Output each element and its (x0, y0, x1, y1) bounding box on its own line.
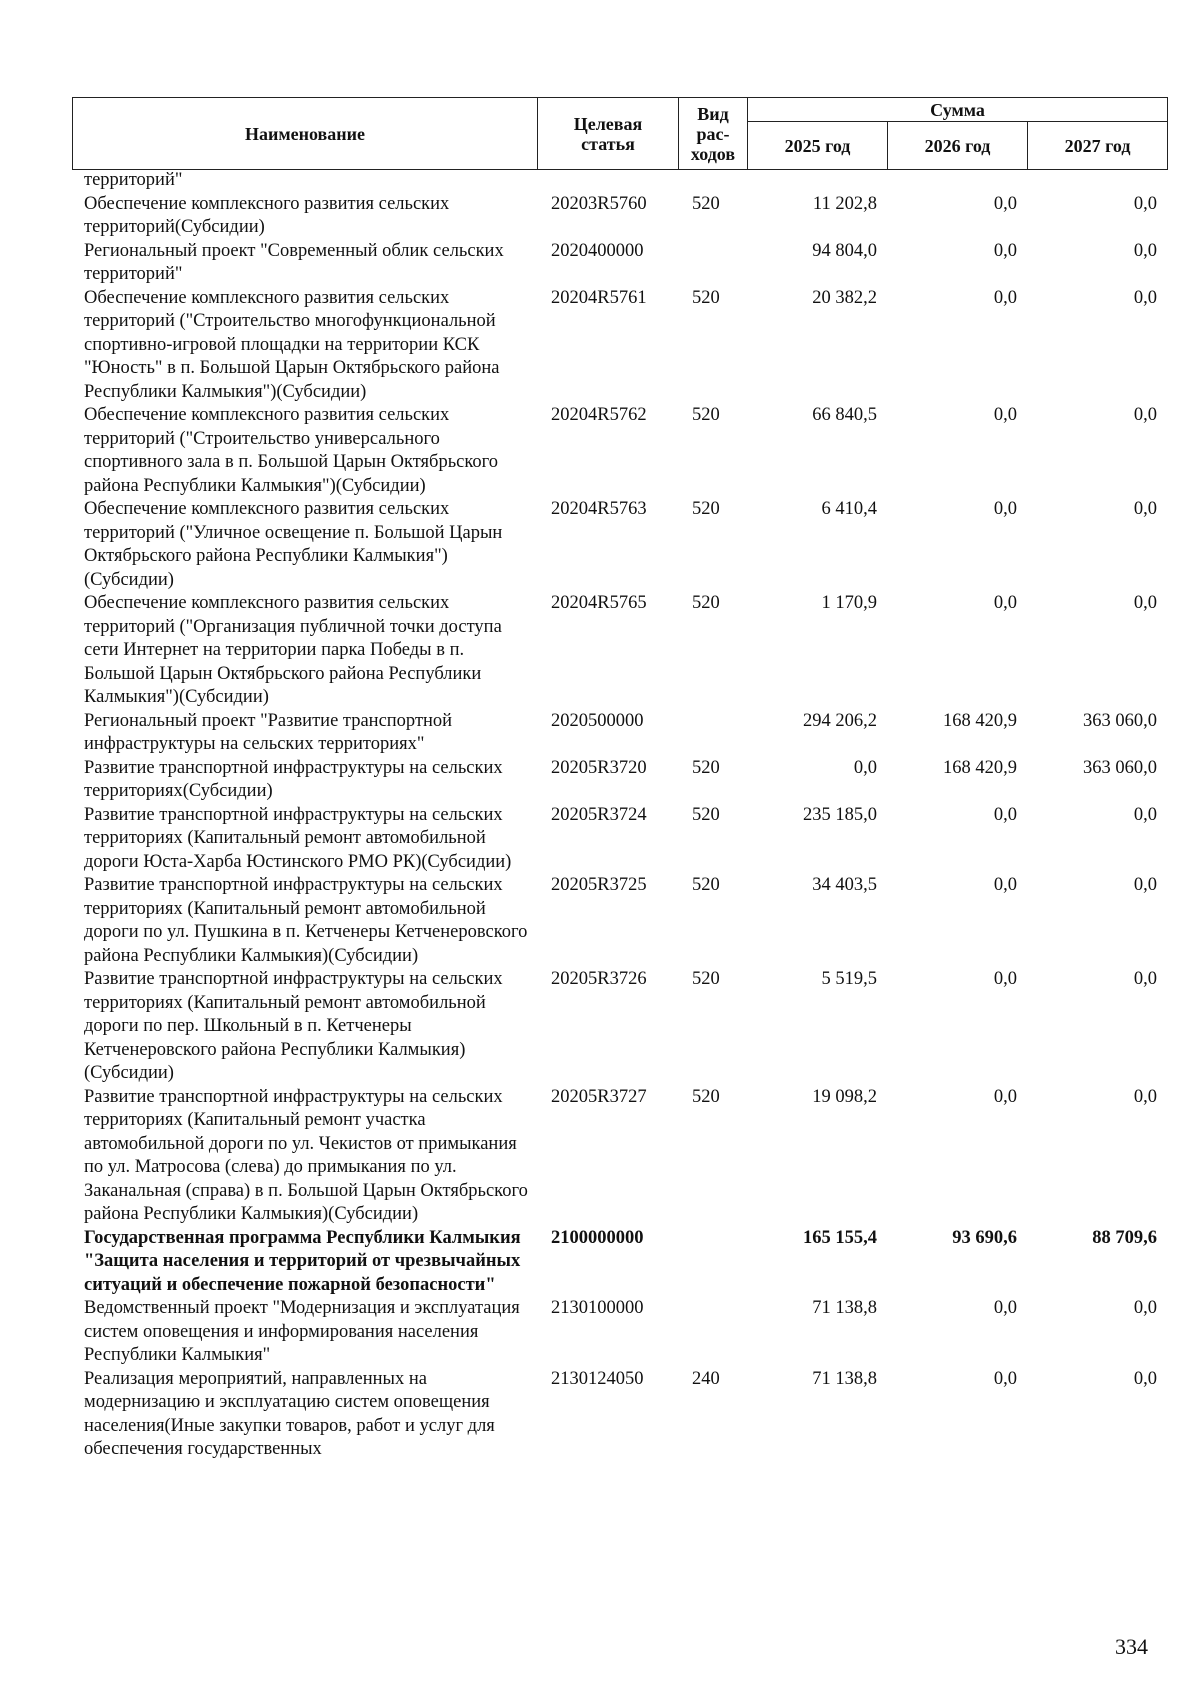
table-row (72, 193, 1167, 240)
row-type: 520 (692, 287, 720, 308)
row-sum-2025: 19 098,2 (812, 1086, 877, 1107)
row-code: 20205R3720 (551, 757, 647, 778)
row-sum-2025: 165 155,4 (803, 1227, 877, 1248)
row-type: 520 (692, 499, 720, 519)
row-sum-2026: 0,0 (993, 804, 1017, 825)
row-name: Обеспечение комплексного развития сельских территорий ("Уличное освещение п. Большой Царын Октябрьского района Республики Калмыкия")(Субсидии) (84, 499, 503, 590)
row-name: территорий" (84, 170, 183, 190)
row-name: Развитие транспортной инфраструктуры на сельских территориях (Капитальный ремонт автомобильной дороги по пер. Школьный в п. Кетченеры Кетченеровского района Республики Калмыкия)(Субсидии) (84, 969, 503, 1083)
row-sum-2027: 0,0 (1133, 287, 1157, 308)
row-sum-2026: 0,0 (993, 969, 1017, 989)
row-code: 20204R5761 (551, 287, 647, 308)
row-sum-2027: 0,0 (1133, 499, 1157, 519)
row-sum-2026: 0,0 (993, 405, 1017, 425)
row-name: Региональный проект "Современный облик сельских территорий" (84, 240, 504, 284)
row-name: Обеспечение комплексного развития сельских территорий(Субсидии) (84, 193, 450, 237)
table-row (72, 874, 1167, 968)
row-sum-2026: 0,0 (993, 193, 1017, 214)
row-sum-2026: 93 690,6 (952, 1227, 1017, 1248)
row-sum-2027: 0,0 (1133, 1368, 1157, 1389)
row-name: Государственная программа Республики Калмыкия "Защита населения и территорий от чрезвычайных ситуаций и обеспечение пожарной безопасности" (84, 1227, 521, 1295)
row-sum-2026: 0,0 (993, 1086, 1017, 1107)
table-row (72, 240, 1167, 287)
row-sum-2027: 0,0 (1133, 969, 1157, 989)
table-row (72, 498, 1167, 592)
table-row (72, 169, 1167, 193)
header-sum: Сумма (748, 98, 1168, 122)
row-sum-2027: 0,0 (1133, 593, 1157, 613)
row-code: 2020400000 (551, 240, 644, 261)
row-name: Обеспечение комплексного развития сельских территорий ("Строительство многофункциональной спортивно-игровой площадки на территории КСК "Юность" в п. Большой Царын Октябрьского района Республики Калмыкия")(Субсидии) (84, 287, 500, 402)
row-sum-2026: 0,0 (993, 875, 1017, 895)
row-sum-2027: 0,0 (1133, 875, 1157, 895)
row-type: 520 (692, 757, 720, 778)
page-number: 334 (1115, 1634, 1148, 1659)
row-type: 240 (692, 1368, 720, 1389)
row-name: Ведомственный проект "Модернизация и эксплуатация систем оповещения и информирования населения Республики Калмыкия" (84, 1298, 520, 1365)
row-sum-2025: 11 202,8 (812, 193, 877, 214)
row-code: 2130124050 (551, 1368, 644, 1389)
row-sum-2026: 0,0 (993, 499, 1017, 519)
row-name: Развитие транспортной инфраструктуры на сельских территориях (Капитальный ремонт автомобильной дороги Юста-Харба Юстинского РМО РК)(Субсидии) (84, 804, 512, 872)
table-row (72, 404, 1167, 498)
row-sum-2027: 0,0 (1133, 804, 1157, 825)
table-row (72, 287, 1167, 405)
row-sum-2026: 0,0 (993, 1368, 1017, 1389)
table-row (72, 968, 1167, 1086)
row-sum-2027: 0,0 (1133, 240, 1157, 261)
row-sum-2025: 294 206,2 (803, 710, 877, 731)
row-name: Реализация мероприятий, направленных на модернизацию и эксплуатацию систем оповещения населения(Иные закупки товаров, работ и услуг для обеспечения государственных (84, 1368, 495, 1459)
row-type: 520 (692, 804, 720, 825)
row-code: 20204R5763 (551, 499, 647, 519)
header-year-2027: 2027 год (1028, 122, 1168, 170)
row-sum-2026: 0,0 (993, 593, 1017, 613)
row-name: Развитие транспортной инфраструктуры на сельских территориях (Капитальный ремонт участка автомобильной дороги по ул. Чекистов от примыкания по ул. Матросова (слева) до примыкания по ул. Заканальная (справа) в п. Большой Царын Октябрьского района Республики Калмыкия)(Субсидии) (84, 1086, 528, 1224)
row-code: 2100000000 (551, 1227, 644, 1248)
row-code: 20203R5760 (551, 193, 647, 214)
row-name: Развитие транспортной инфраструктуры на сельских территориях (Капитальный ремонт автомобильной дороги по ул. Пушкина в п. Кетченеры Кетченеровского района Республики Калмыкия)(Субсидии) (84, 875, 528, 966)
header-year-2026: 2026 год (888, 122, 1028, 170)
row-type: 520 (692, 405, 720, 425)
row-sum-2027: 0,0 (1133, 1298, 1157, 1318)
row-sum-2025: 6 410,4 (821, 499, 877, 519)
header-code: Целевая статья (538, 98, 679, 170)
row-type: 520 (692, 193, 720, 214)
row-sum-2025: 71 138,8 (812, 1368, 877, 1389)
header-name: Наименование (73, 98, 538, 170)
row-sum-2025: 71 138,8 (812, 1298, 877, 1318)
row-sum-2025: 1 170,9 (821, 593, 877, 613)
table-row (72, 1368, 1167, 1462)
row-sum-2026: 0,0 (993, 1298, 1017, 1318)
row-sum-2025: 0,0 (853, 757, 877, 778)
row-code: 2130100000 (551, 1298, 644, 1318)
row-sum-2027: 88 709,6 (1092, 1227, 1157, 1248)
row-sum-2025: 20 382,2 (812, 287, 877, 308)
table-body (72, 169, 1167, 1462)
table-row (72, 757, 1167, 804)
row-sum-2026: 168 420,9 (943, 757, 1017, 778)
row-code: 2020500000 (551, 710, 644, 731)
row-sum-2025: 66 840,5 (812, 405, 877, 425)
header-type: Вид рас- ходов (679, 98, 748, 170)
row-sum-2025: 34 403,5 (812, 875, 877, 895)
row-type: 520 (692, 593, 720, 613)
row-type: 520 (692, 1086, 720, 1107)
row-code: 20205R3727 (551, 1086, 647, 1107)
row-code: 20204R5762 (551, 405, 647, 425)
row-code: 20205R3725 (551, 875, 647, 895)
row-sum-2026: 168 420,9 (943, 710, 1017, 731)
table-row (72, 1297, 1167, 1368)
row-code: 20205R3726 (551, 969, 647, 989)
row-sum-2027: 363 060,0 (1083, 757, 1157, 778)
row-code: 20205R3724 (551, 804, 647, 825)
table-row (72, 592, 1167, 710)
row-sum-2025: 5 519,5 (821, 969, 877, 989)
table-row (72, 804, 1167, 875)
row-sum-2026: 0,0 (993, 287, 1017, 308)
row-sum-2027: 0,0 (1133, 193, 1157, 214)
header-year-2025: 2025 год (748, 122, 888, 170)
row-name: Обеспечение комплексного развития сельских территорий ("Строительство универсального спортивного зала в п. Большой Царын Октябрьского района Республики Калмыкия")(Субсидии) (84, 405, 499, 496)
row-sum-2027: 363 060,0 (1083, 710, 1157, 731)
row-sum-2027: 0,0 (1133, 1086, 1157, 1107)
row-type: 520 (692, 969, 720, 989)
row-type: 520 (692, 875, 720, 895)
table-row (72, 1227, 1167, 1298)
row-name: Региональный проект "Развитие транспортной инфраструктуры на сельских территориях" (84, 710, 453, 754)
table-row (72, 1086, 1167, 1227)
row-code: 20204R5765 (551, 593, 647, 613)
row-name: Обеспечение комплексного развития сельских территорий ("Организация публичной точки доступа сети Интернет на территории парка Победы в п. Большой Царын Октябрьского района Республики Калмыкия")(Субсидии) (84, 593, 502, 707)
row-sum-2025: 94 804,0 (812, 240, 877, 261)
table-header (72, 97, 1168, 170)
row-sum-2025: 235 185,0 (803, 804, 877, 825)
table-row (72, 710, 1167, 757)
row-sum-2027: 0,0 (1133, 405, 1157, 425)
row-name: Развитие транспортной инфраструктуры на сельских территориях(Субсидии) (84, 757, 503, 801)
row-sum-2026: 0,0 (993, 240, 1017, 261)
